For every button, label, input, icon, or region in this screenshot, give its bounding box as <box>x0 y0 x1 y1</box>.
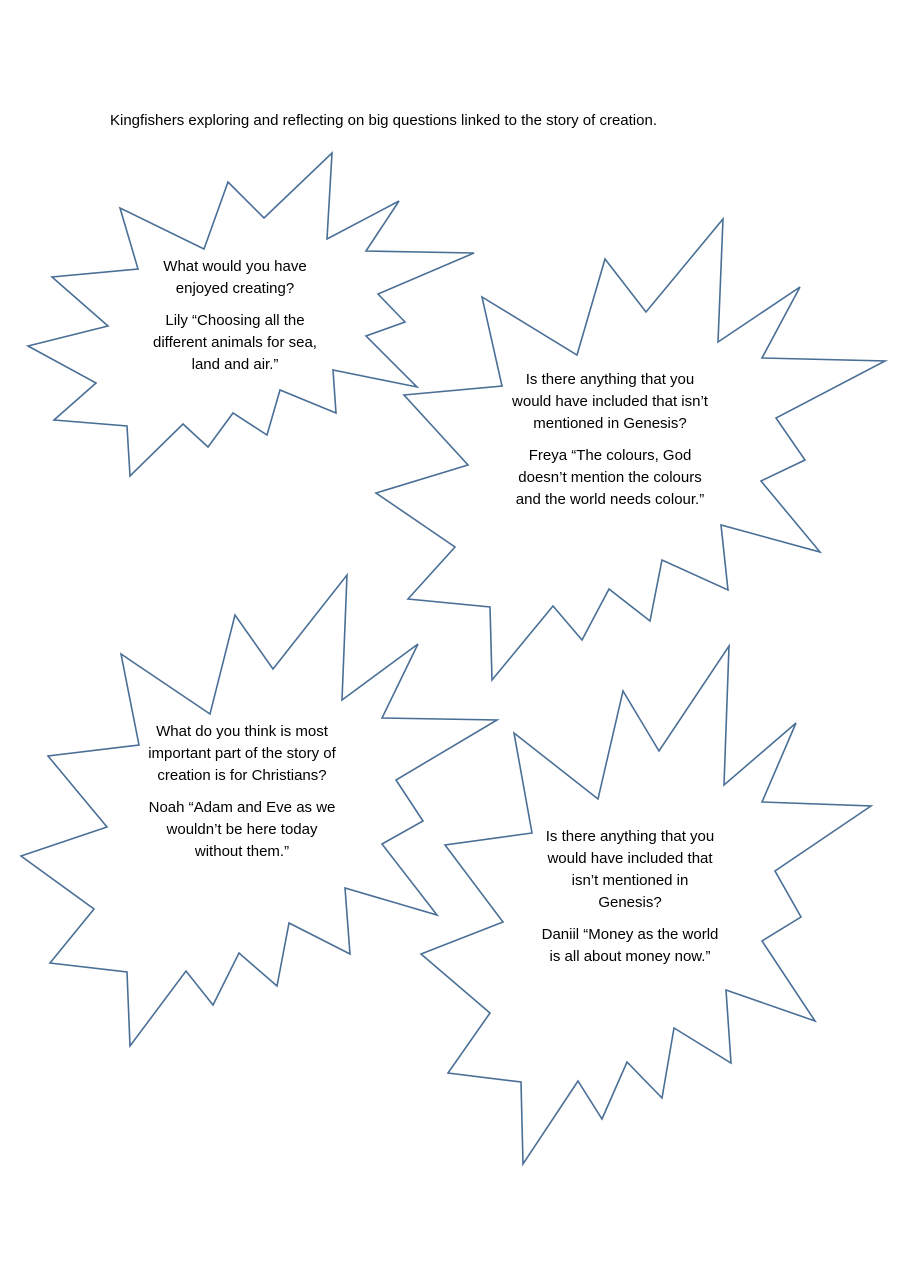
bubble-3-answer: Noah “Adam and Eve as we wouldn’t be here today without them.” <box>148 799 336 860</box>
bubble-4-question: Is there anything that you would have included that isn’t mentioned in Genesis? <box>545 828 715 911</box>
bubble-4-answer: Daniil “Money as the world is all about money now.” <box>541 926 719 965</box>
bubble-3-question: What do you think is most important part of the story of creation is for Christians? <box>148 723 336 784</box>
page-heading: Kingfishers exploring and reflecting on big questions linked to the story of creation. <box>110 112 657 129</box>
bubble-2 <box>510 369 710 511</box>
bubble-1-question: What would you have enjoyed creating? <box>163 258 307 297</box>
bubble-2-answer: Freya “The colours, God doesn’t mention the colours and the world needs colour.” <box>515 447 705 508</box>
bubble-1-answer: Lily “Choosing all the different animals for sea, land and air.” <box>153 312 317 373</box>
bubble-2-question: Is there anything that you would have included that isn’t mentioned in Genesis? <box>512 371 708 432</box>
bubble-4 <box>539 826 721 968</box>
bubble-3 <box>147 721 337 863</box>
bubble-1 <box>145 256 325 376</box>
